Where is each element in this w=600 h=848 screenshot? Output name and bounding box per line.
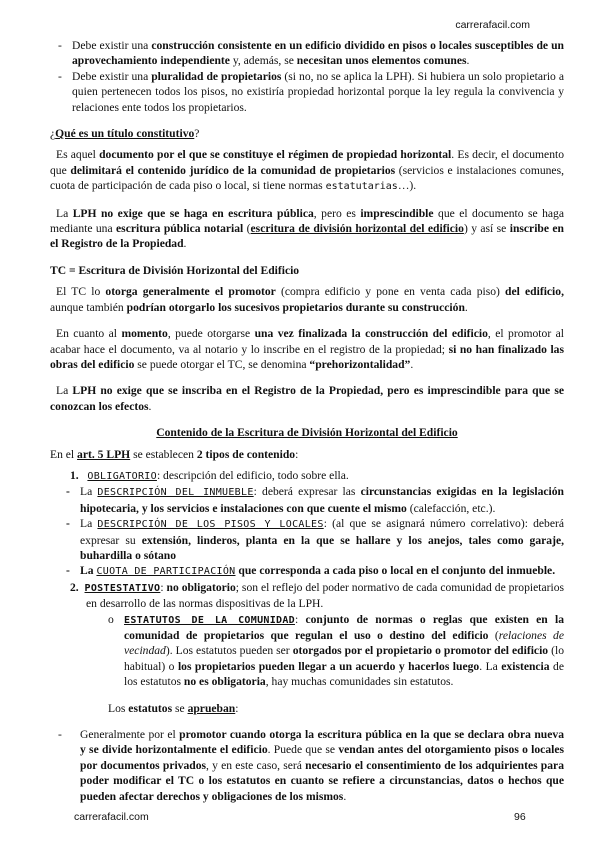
document-body <box>50 38 564 804</box>
footer-site: carrerafacil.com <box>74 811 149 823</box>
tc-heading: TC = Escritura de División Horizontal del Edificio <box>50 263 300 277</box>
final-item: - Generalmente por el promotor cuando otorga la escritura pública en la que se declara obra nueva y se divide horizontalmente el edificio. Puede que se vendan antes del otorgamiento pisos o locales por documentos privados, y en este caso, será necesario el consentimiento de los adquirientes para poder modificar el TC o los estatutos en cuanto se refiere a circunstancias, datos o hechos que pueden afectar derechos y obligaciones de los mismos. <box>58 728 564 803</box>
question-title: ¿Qué es un título constitutivo? <box>50 127 200 141</box>
paragraph-art5: En el art. 5 LPH se establecen 2 tipos de contenido: <box>50 447 299 461</box>
header-site: carrerafacil.com <box>455 19 530 31</box>
page-number: 96 <box>514 811 526 823</box>
item-postestativo: 2. POSTESTATIVO: no obligatorio; son el reflejo del poder normativo de cada comunidad de propietarios en desarrollo de las normas dispositivas de la LPH. <box>70 580 565 611</box>
estatutos-item: o ESTATUTOS DE LA COMUNIDAD: conjunto de normas o reglas que existen en la comunidad de propietarios que regulan el uso o destino del edificio (relaciones de vecindad). Los estatutos pueden ser otorgados por el propietario o promotor del edificio (lo habitual) o los propietarios pueden llegar a un acuerdo y hacerlos luego. La existencia de los estatutos no es obligatoria, hay muchas comunidades sin estatutos. <box>108 612 565 689</box>
paragraph-registry: La LPH no exige que se inscriba en el Registro de la Propiedad, pero es imprescindible para que se conozcan los efectos. <box>50 384 564 413</box>
approve-line: Los estatutos se aprueban: <box>108 701 239 715</box>
paragraph-promoter: El TC lo otorga generalmente el promotor (compra edificio y pone en venta cada piso) del edificio, aunque también podrían otorgarlo los sucesivos propietarios durante su construcción. <box>50 285 564 314</box>
item-obligatorio: 1. OBLIGATORIO: descripción del edificio, todo sobre ella. <box>70 468 349 482</box>
obligatorio-item-3: - La CUOTA DE PARTICIPACIÓN que corresponda a cada piso o local en el conjunto del inmueble. <box>66 564 556 578</box>
content-heading: Contenido de la Escritura de División Horizontal del Edificio <box>156 426 458 440</box>
obligatorio-item-1: - La DESCRIPCIÓN DEL INMUEBLE: deberá expresar las circunstancias exigidas en la legislación hipotecaria, y los servicios e instalaciones con que cuente el mismo (calefacción, etc.). <box>66 485 564 515</box>
paragraph-lph-writing: La LPH no exige que se haga en escritura pública, pero es imprescindible que el documento se haga mediante una escritura pública notarial (escritura de división horizontal del edificio) y así se inscribe en el Registro de la Propiedad. <box>50 206 565 251</box>
paragraph-moment: En cuanto al momento, puede otorgarse una vez finalizada la construcción del edificio, el promotor al acabar hace el documento, va al notario y lo inscribe en el registro de la propiedad; si no han finalizado las obras del edificio se puede otorgar el TC, se denomina “prehorizontalidad”. <box>50 327 564 371</box>
intro-item-2: - Debe existir una pluralidad de propietarios (si no, no se aplica la LPH). Si hubiera un solo propietario a quien pertenecen todos los pisos, no existiría propiedad horizontal porque la ley regula la convivencia y relaciones ente todos los propietarios. <box>58 69 565 114</box>
intro-item-1: - Debe existir una construcción consistente en un edificio dividido en pisos o locales susceptibles de un aprovechamiento independiente y, además, se necesitan unos elementos comunes. <box>58 39 564 68</box>
obligatorio-item-2: - La DESCRIPCIÓN DE LOS PISOS Y LOCALES: (al que se asignará número correlativo): deberá expresar su extensión, linderos, planta en la que se hallare y los anejos, tales como garaje, buhardilla o sótano <box>66 517 564 562</box>
paragraph-definition: Es aquel documento por el que se constituye el régimen de propiedad horizontal. Es decir, el documento que delimitará el contenido jurídico de la comunidad de propietarios (servicios e instalaciones comunes, cuota de participación de cada piso o local, si tiene normas estatutarias…). <box>50 148 565 193</box>
